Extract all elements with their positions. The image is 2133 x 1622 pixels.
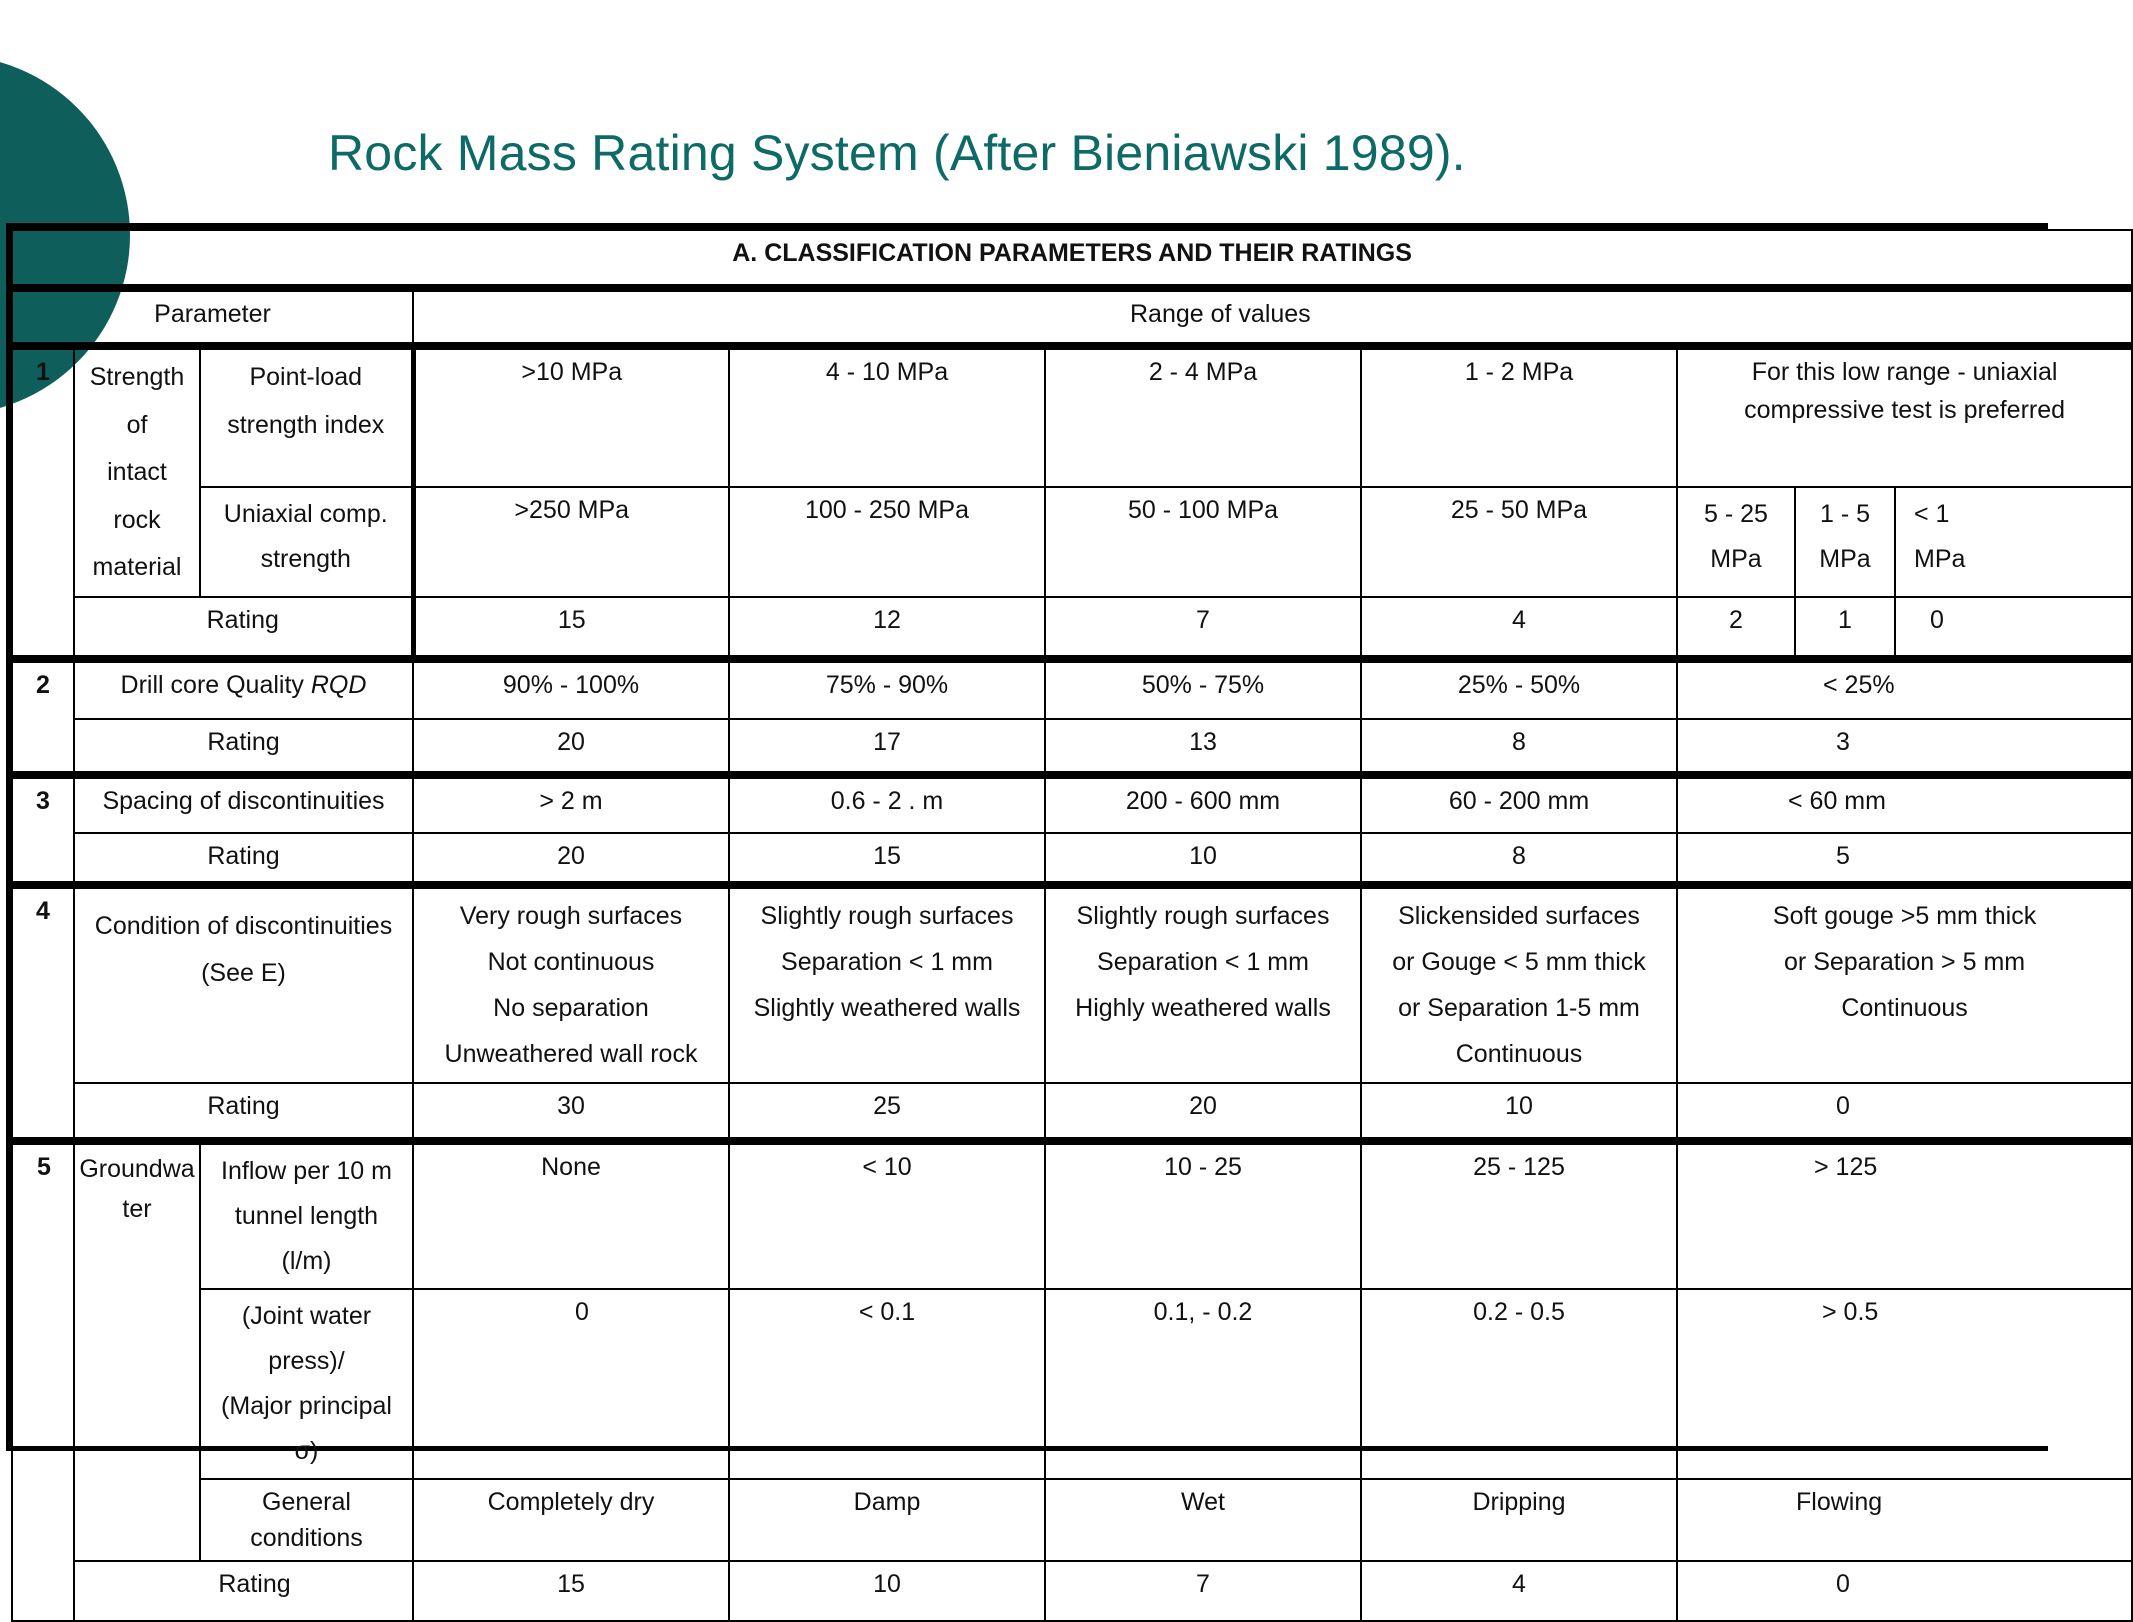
condition-label: Condition of discontinuities (See E) [74, 885, 413, 1083]
general-conditions-label: General conditions [200, 1479, 413, 1562]
spacing-value: 0.6 - 2 . m [729, 775, 1045, 833]
pointload-value: 2 - 4 MPa [1045, 346, 1361, 487]
rating-value: 8 [1361, 833, 1677, 885]
rqd-value: 75% - 90% [729, 659, 1045, 719]
inflow-value: None [413, 1141, 729, 1289]
rqd-label: Drill core Quality RQD [74, 659, 413, 719]
joint-pressure-value: 0.1, - 0.2 [1045, 1289, 1361, 1479]
uniaxial-value: 25 - 50 MPa [1361, 487, 1677, 597]
rqd-value: 50% - 75% [1045, 659, 1361, 719]
row3-rating [12, 833, 2132, 885]
general-conditions-value: Flowing [1677, 1479, 2132, 1562]
pointload-value: 4 - 10 MPa [729, 346, 1045, 487]
inflow-value: 10 - 25 [1045, 1141, 1361, 1289]
inflow-value: 25 - 125 [1361, 1141, 1677, 1289]
row3-number: 3 [12, 775, 74, 885]
row4-rating [12, 1083, 2132, 1141]
row5-rating [12, 1561, 2132, 1621]
rqd-value: 90% - 100% [413, 659, 729, 719]
rqd-value: < 25% [1677, 659, 2132, 719]
condition-desc: Slightly rough surfaces Separation < 1 mm Slightly weathered walls [729, 885, 1045, 1083]
rating-value: 20 [413, 719, 729, 775]
condition-desc: Slickensided surfaces or Gouge < 5 mm thick or Separation 1-5 mm Continuous [1361, 885, 1677, 1083]
section-title-row [12, 230, 2132, 288]
row5-inflow [12, 1141, 2132, 1289]
row1-number: 1 [12, 346, 74, 659]
row2-rating [12, 719, 2132, 775]
row5-joint [12, 1289, 2132, 1479]
rating-label: Rating [74, 597, 413, 659]
rating-label: Rating [74, 833, 413, 885]
header-range: Range of values [413, 288, 2132, 346]
inflow-value: > 125 [1677, 1141, 2132, 1289]
inflow-value: < 10 [729, 1141, 1045, 1289]
spacing-value: > 2 m [413, 775, 729, 833]
pointload-note: For this low range - uniaxial compressive test is preferred [1677, 346, 2132, 487]
condition-desc: Soft gouge >5 mm thick or Separation > 5 mm Continuous [1677, 885, 2132, 1083]
spacing-value: 60 - 200 mm [1361, 775, 1677, 833]
rmr-table [11, 229, 2133, 1622]
condition-desc: Slightly rough surfaces Separation < 1 mm Highly weathered walls [1045, 885, 1361, 1083]
row2-values [12, 659, 2132, 719]
rating-label: Rating [74, 1561, 413, 1621]
row3-values [12, 775, 2132, 833]
rating-label: Rating [74, 719, 413, 775]
rating-value: 10 [1045, 833, 1361, 885]
uniaxial-subrange: < 1 MPa [1895, 487, 2132, 597]
row1-rating [12, 597, 2132, 659]
rating-value: 4 [1361, 597, 1677, 659]
section-title: A. CLASSIFICATION PARAMETERS AND THEIR RATINGS [12, 230, 2132, 288]
rating-value: 20 [1045, 1083, 1361, 1141]
uniaxial-value: 50 - 100 MPa [1045, 487, 1361, 597]
row5-number: 5 [12, 1141, 74, 1622]
rating-value: 12 [729, 597, 1045, 659]
rating-value: 15 [413, 597, 729, 659]
pointload-label: Point-load strength index [200, 346, 413, 487]
joint-pressure-value: 0 [413, 1289, 729, 1479]
rating-value: 2 [1677, 597, 1795, 659]
rating-value: 10 [729, 1561, 1045, 1621]
uniaxial-subrange: 5 - 25 MPa [1677, 487, 1795, 597]
rating-value: 15 [413, 1561, 729, 1621]
rmr-table-frame [6, 223, 2066, 1598]
rating-value: 0 [1677, 1083, 2132, 1141]
rating-value: 1 [1795, 597, 1895, 659]
rating-value: 3 [1677, 719, 2132, 775]
spacing-label: Spacing of discontinuities [74, 775, 413, 833]
row4-values [12, 885, 2132, 1083]
rating-value: 25 [729, 1083, 1045, 1141]
row1-group-label: Strength of intact rock material [74, 346, 200, 597]
row2-number: 2 [12, 659, 74, 775]
rating-value: 8 [1361, 719, 1677, 775]
uniaxial-value: >250 MPa [413, 487, 729, 597]
spacing-value: 200 - 600 mm [1045, 775, 1361, 833]
rating-value: 7 [1045, 597, 1361, 659]
rating-value: 20 [413, 833, 729, 885]
rating-label: Rating [74, 1083, 413, 1141]
joint-pressure-value: > 0.5 [1677, 1289, 2132, 1479]
rating-value: 30 [413, 1083, 729, 1141]
rating-value: 0 [1677, 1561, 2132, 1621]
row4-number: 4 [12, 885, 74, 1141]
joint-pressure-value: 0.2 - 0.5 [1361, 1289, 1677, 1479]
rating-value: 17 [729, 719, 1045, 775]
inflow-label: Inflow per 10 m tunnel length (l/m) [200, 1141, 413, 1289]
header-row [12, 288, 2132, 346]
pointload-value: 1 - 2 MPa [1361, 346, 1677, 487]
rating-value: 4 [1361, 1561, 1677, 1621]
rating-value: 15 [729, 833, 1045, 885]
uniaxial-label: Uniaxial comp. strength [200, 487, 413, 597]
pointload-value: >10 MPa [413, 346, 729, 487]
row5-general [12, 1479, 2132, 1562]
rqd-value: 25% - 50% [1361, 659, 1677, 719]
rating-value: 13 [1045, 719, 1361, 775]
rating-value: 10 [1361, 1083, 1677, 1141]
rating-value: 7 [1045, 1561, 1361, 1621]
rating-value: 5 [1677, 833, 2132, 885]
slide-title: Rock Mass Rating System (After Bieniawski 1989). [328, 125, 1466, 181]
joint-pressure-label: (Joint water press)/ (Major principal σ) [200, 1289, 413, 1479]
header-parameter: Parameter [12, 288, 413, 346]
rating-value: 0 [1895, 597, 2132, 659]
general-conditions-value: Dripping [1361, 1479, 1677, 1562]
uniaxial-subrange: 1 - 5 MPa [1795, 487, 1895, 597]
general-conditions-value: Completely dry [413, 1479, 729, 1562]
uniaxial-value: 100 - 250 MPa [729, 487, 1045, 597]
row1-uniaxial [12, 487, 2132, 597]
spacing-value: < 60 mm [1677, 775, 2132, 833]
row1-pointload [12, 346, 2132, 487]
joint-pressure-value: < 0.1 [729, 1289, 1045, 1479]
general-conditions-value: Damp [729, 1479, 1045, 1562]
condition-desc: Very rough surfaces Not continuous No separation Unweathered wall rock [413, 885, 729, 1083]
general-conditions-value: Wet [1045, 1479, 1361, 1562]
groundwater-label: Groundwa ter [74, 1141, 200, 1562]
